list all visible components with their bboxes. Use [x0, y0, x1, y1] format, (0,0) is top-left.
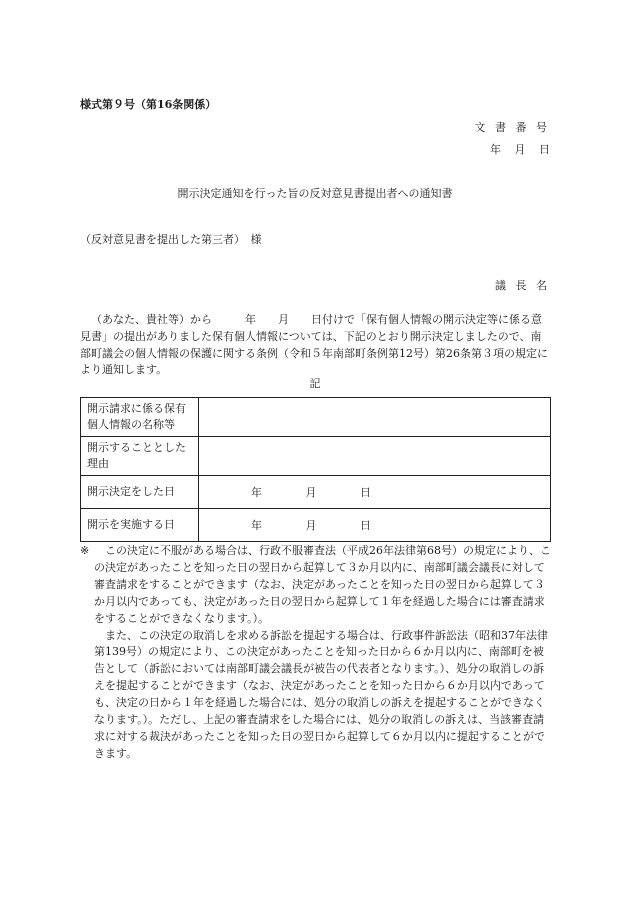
row-value-info-name [199, 398, 551, 437]
table-row [81, 437, 551, 476]
notice-paragraph-review: この決定に不服がある場合は、行政不服審査法（平成26年法律第68号）の規定により、この決定があったことを知った日の翌日から起算して３か月以内に、南部町議会議長に対して審査請求をすることができます（なお、決定があったことを知った日の翌日から起算して３か月以内であっても、決定があった日の翌日から起算して１年を経過した場合には審査請求をすることができなくなります。）。 [94, 544, 551, 625]
row-value-implementation-date [199, 509, 551, 542]
form-number-label: 様式第９号（第16条関係） [80, 98, 217, 111]
year-label: 年 [251, 486, 262, 499]
table-row [81, 509, 551, 542]
month-label: 月 [305, 519, 317, 532]
appeal-notice [80, 543, 551, 763]
row-label-info-name: 開示請求に係る保有個人情報の名称等 [81, 398, 199, 437]
month-label: 月 [305, 486, 317, 499]
row-label-decision-date: 開示決定をした日 [81, 476, 199, 509]
document-number: 文 書 番 号 [474, 121, 550, 134]
day-label: 日 [360, 486, 371, 499]
note-mark: ※ [80, 544, 90, 557]
sender-name: 議 長 名 [495, 279, 550, 292]
row-value-decision-date [199, 476, 551, 509]
disclosure-table [80, 397, 551, 542]
row-value-reason [199, 437, 551, 476]
body-paragraph: （あなた、貴社等）から 年 月 日付けで「保有個人情報の開示決定等に係る意見書」の提出がありました保有個人情報については、下記のとおり開示決定しましたので、南部町議会の個人情報の保護に関する条例（令和５年南部町条例第12号）第26条第３項の規定により通知します。 [80, 313, 548, 377]
addressee: （反対意見書を提出した第三者） 様 [80, 233, 262, 246]
year-label: 年 [251, 519, 262, 532]
day-label: 日 [360, 519, 371, 532]
table-row [81, 476, 551, 509]
row-label-reason: 開示することとした理由 [81, 437, 199, 476]
date-line: 年 月 日 [490, 143, 550, 156]
ki-heading: 記 [309, 377, 321, 390]
notice-paragraph-lawsuit: また、この決定の取消しを求める訴訟を提起する場合は、行政事件訴訟法（昭和37年法律第139号）の規定により、この決定があったことを知った日から６か月以内に、南部町を被告として（訴訟においては南部町議会議長が被告の代表者となります。）、処分の取消しの訴えを提起することができます（なお、決定があったことを知った日から６か月以内であっても、決定の日から１年を経過した場合には、処分の取消しの訴えを提起することができなくなります。）。ただし、上記の審査請求をした場合には、処分の取消しの訴えは、当該審査請求に対する裁決があったことを知った日の翌日から起算して６か月以内に提起することができます。 [94, 628, 548, 760]
row-label-implementation-date: 開示を実施する日 [81, 509, 199, 542]
document-title: 開示決定通知を行った旨の反対意見書提出者への通知書 [177, 187, 453, 200]
table-row [81, 398, 551, 437]
